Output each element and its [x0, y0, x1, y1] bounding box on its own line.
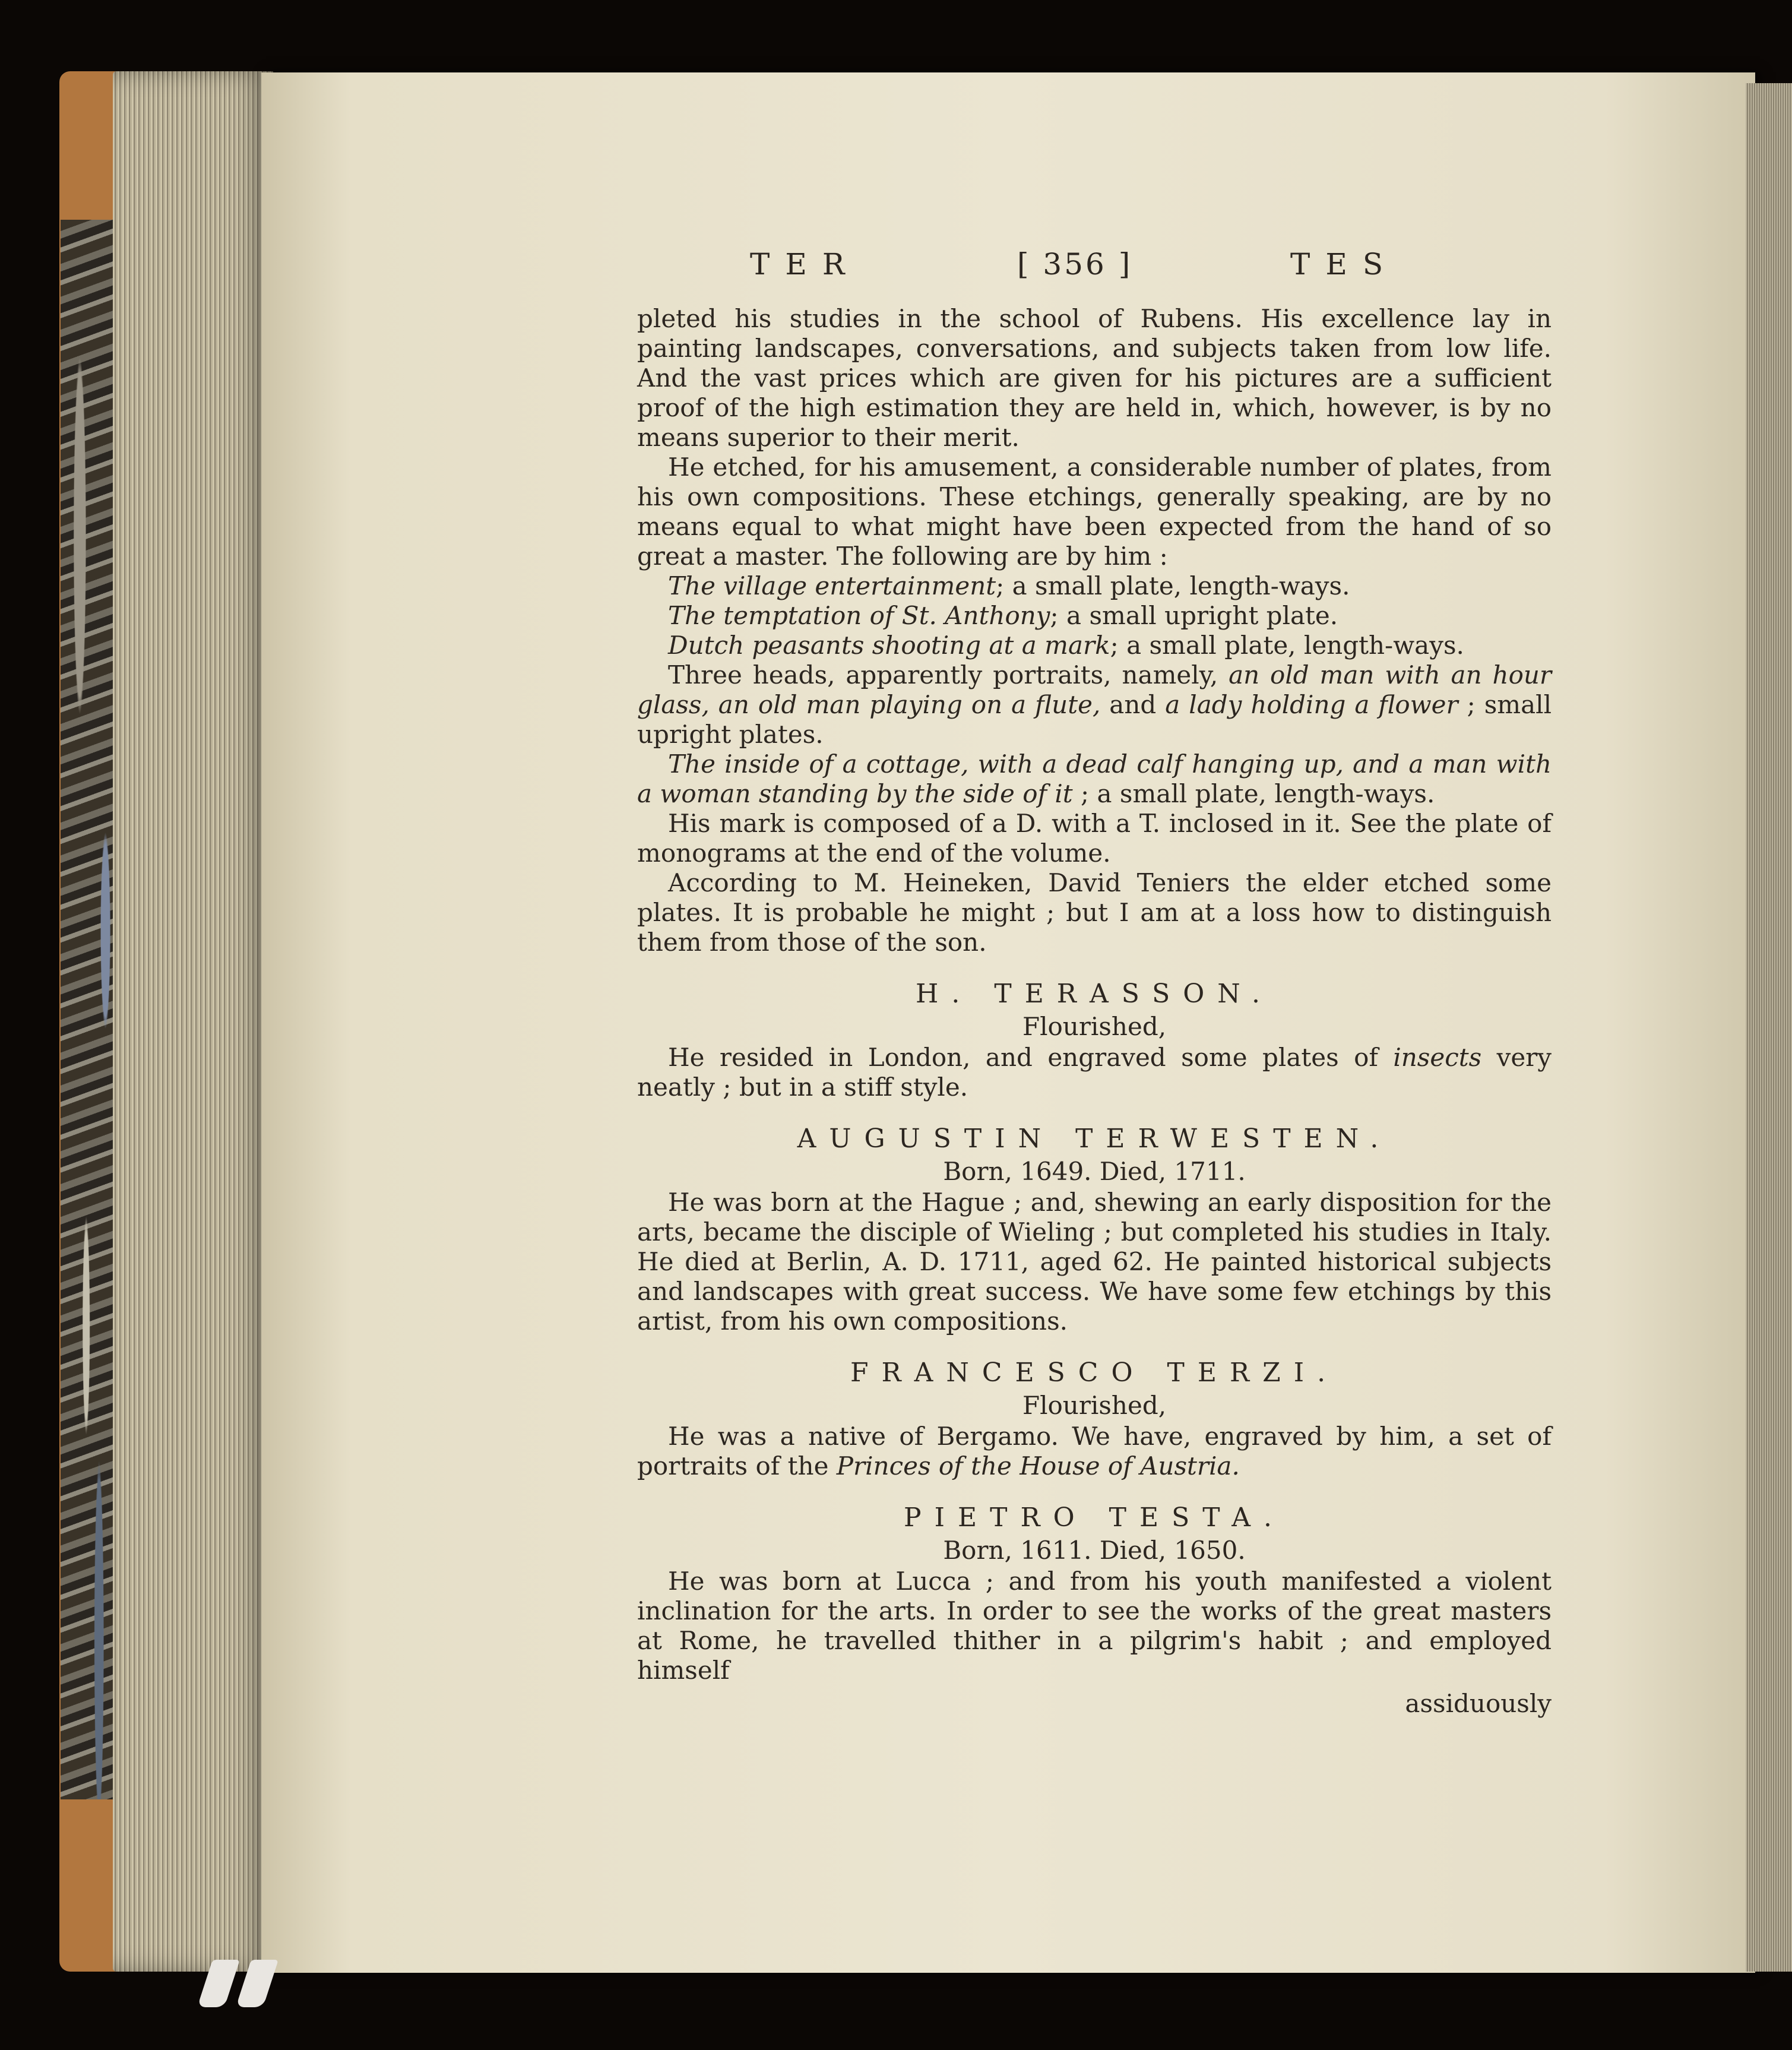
work-item	[637, 571, 1552, 601]
running-head	[637, 249, 1552, 292]
running-head-right: TES	[1290, 247, 1399, 281]
entry-dates: Born, 1649. Died, 1711.	[943, 1157, 1246, 1186]
work-desc: ; a small plate, length-ways.	[1110, 631, 1464, 660]
work-item	[637, 601, 1552, 631]
text-run: ; small upright plates.	[637, 690, 1552, 749]
italic-term: Princes of the House of Austria.	[836, 1451, 1240, 1480]
work-item	[637, 749, 1552, 809]
entry-text	[637, 1422, 1552, 1481]
text-run: He resided in London, and engraved some plates of	[668, 1043, 1394, 1072]
text-run: very neatly ; but in a stiff style.	[637, 1043, 1552, 1102]
text-run: He was born at the Hague ; and, shewing an early disposition for the arts, became the disciple of Wieling ; but completed his studies in Italy. He died at Berlin,	[637, 1188, 1552, 1276]
work-desc: ; a small plate, length-ways.	[996, 571, 1350, 600]
text-run: 1711, aged 62. He painted historical subjects and landscapes with great success. We have some few etchings by this artist, from his own compositions.	[637, 1247, 1552, 1336]
entry-heading: FRANCESCO TERZI.	[850, 1358, 1339, 1388]
work-item	[637, 631, 1552, 660]
text-run: Three heads, apparently portraits, namely,	[668, 660, 1229, 689]
work-title: The village entertainment	[668, 571, 996, 600]
entry-text	[637, 1188, 1552, 1336]
entry-heading: PIETRO TESTA.	[904, 1502, 1285, 1533]
small-caps-term: A. D.	[882, 1247, 947, 1276]
work-item	[637, 660, 1552, 749]
work-desc: ; a small upright plate.	[1050, 601, 1338, 630]
entry-dates: Born, 1611. Died, 1650.	[943, 1536, 1246, 1565]
paragraph: pleted his studies in the school of Rubens. His excellence lay in painting landscapes, conversations, and subjects taken from low life. And the vast prices which are given for his pictures are a sufficient proof of the high estimation they are held in, which, however, is by no means superior to their merit.	[637, 304, 1552, 452]
paragraph: According to M. Heineken, David Teniers the elder etched some plates. It is probable he might ; but I am at a loss how to distinguish them from those of the son.	[637, 868, 1552, 957]
work-title: The temptation of St. Anthony	[668, 601, 1050, 630]
work-title: Dutch peasants shooting at a mark	[668, 631, 1110, 660]
entry-text: He was born at Lucca ; and from his youth manifested a violent inclination for the arts. In order to see the works of the great masters at Rome, he travelled thither in a pilgrim's habit ; and employed himself	[637, 1567, 1552, 1685]
catchword: assiduously	[1405, 1689, 1552, 1718]
entry-heading: AUGUSTIN TERWESTEN.	[797, 1124, 1392, 1154]
entry-dates: Flourished,	[1022, 1391, 1167, 1420]
work-desc: ; a small plate, length-ways.	[1072, 779, 1435, 808]
running-head-left: TER	[750, 247, 860, 281]
paragraph: He etched, for his amusement, a considerable number of plates, from his own compositions. These etchings, generally speaking, are by no means equal to what might have been expected from the hand of so great a master. The following are by him :	[637, 453, 1552, 571]
work-title: a lady holding a flower	[1165, 690, 1458, 719]
work-title: an old man with an hour glass, an old man playing on a flute,	[637, 660, 1552, 719]
page-number: [ 356 ]	[1017, 247, 1133, 281]
page-text	[637, 249, 1552, 1719]
page-edges	[113, 71, 273, 1972]
paragraph: His mark is composed of a D. with a T. inclosed in it. See the plate of monograms at the end of the volume.	[637, 809, 1552, 868]
entry-heading: H. TERASSON.	[916, 979, 1273, 1009]
text-run: He was a native of Bergamo. We have, engraved by him, a set of portraits of the	[637, 1422, 1552, 1480]
italic-term: insects	[1393, 1043, 1482, 1072]
text-run: and	[1100, 690, 1166, 719]
entry-text	[637, 1043, 1552, 1102]
page-right-edge	[1746, 83, 1792, 1972]
work-title: The inside of a cottage, with a dead calf hanging up, and a man with a woman standing by the side of it	[637, 749, 1552, 808]
entry-dates: Flourished,	[1022, 1012, 1167, 1041]
